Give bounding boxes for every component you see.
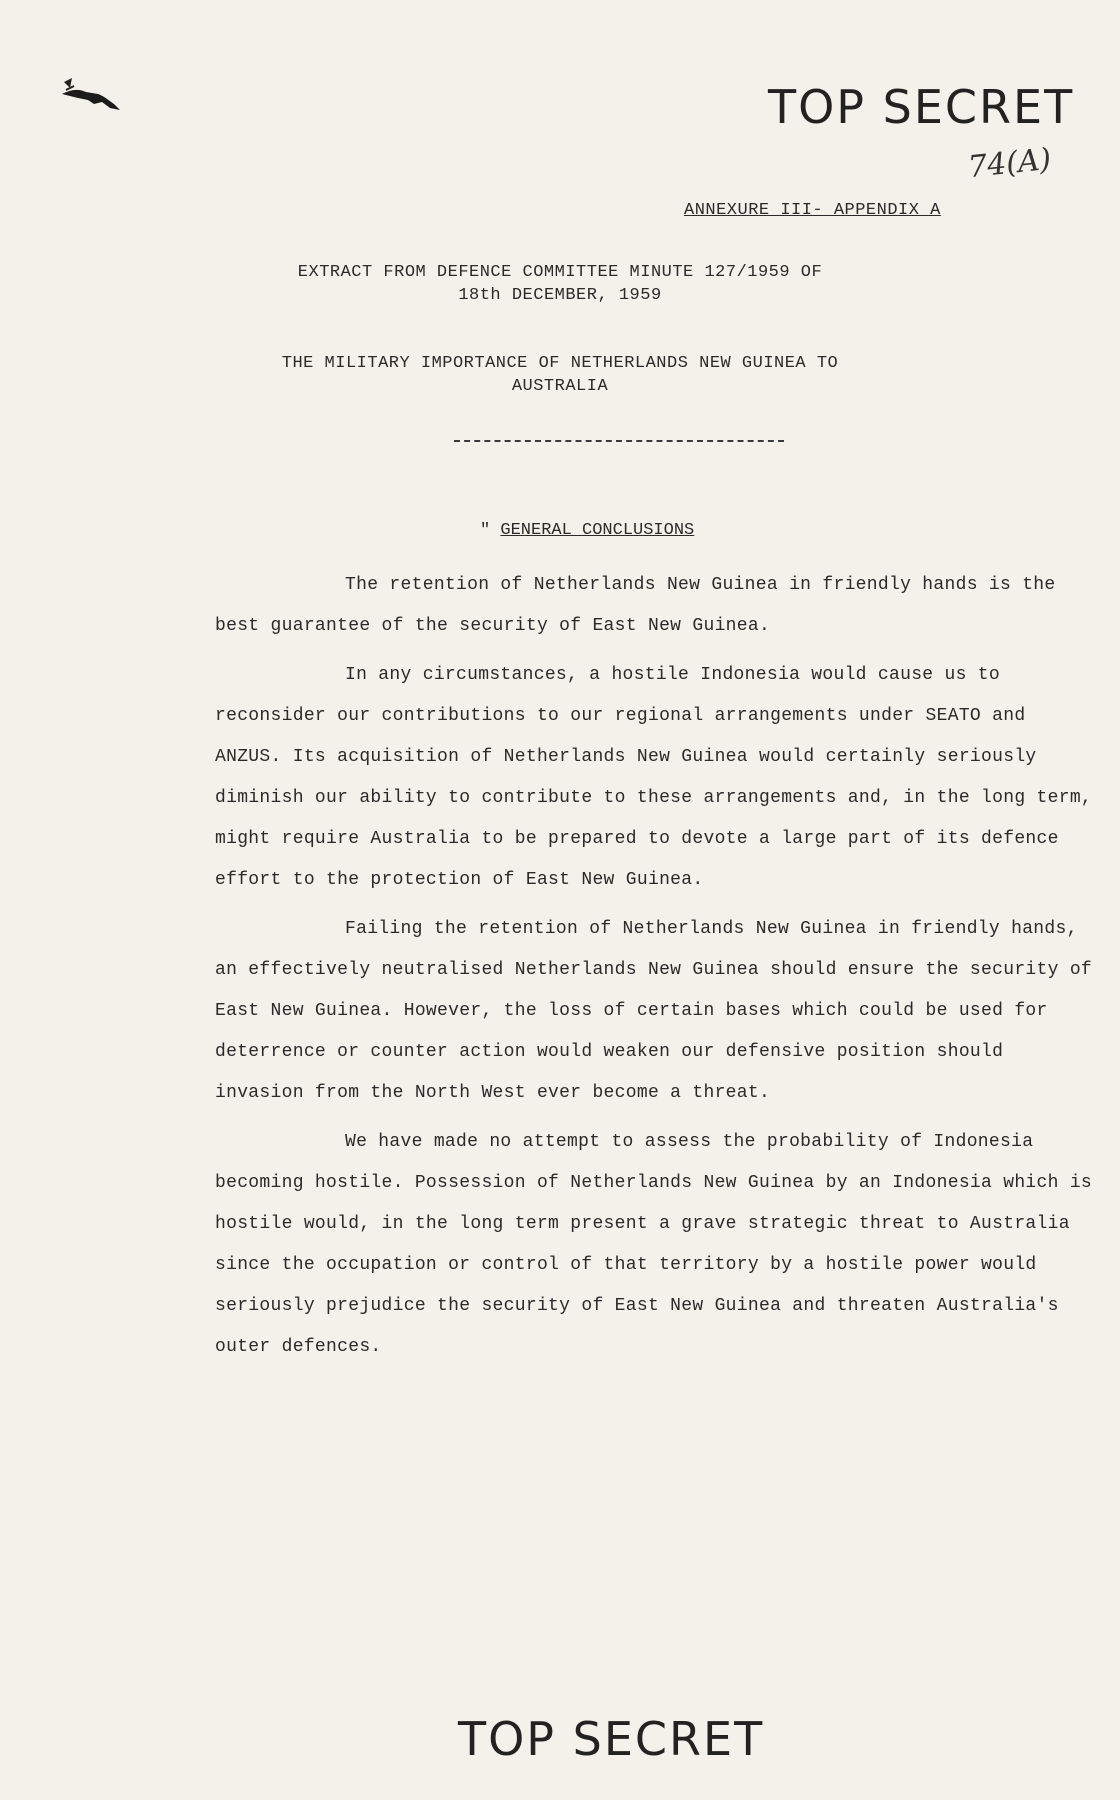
quote-mark: " [480, 521, 491, 540]
paragraph-4: We have made no attempt to assess the probability of Indonesia becoming hostile. Possession of Netherlands New Guinea by an Indonesia which is hostile would, in the long term present a grave strategic threat to Australia since the occupation or control of that territory by a hostile power would seriously prejudice the security of East New Guinea and threaten Australia's outer defences. [215, 1132, 1093, 1357]
top-classification: TOP SECRET [768, 80, 1075, 134]
subject-title-line-2: AUSTRALIA [511, 377, 609, 396]
section-heading-text: GENERAL CONCLUSIONS [500, 521, 695, 540]
paragraph-2: In any circumstances, a hostile Indonesia would cause us to reconsider our contributions to our regional arrangements under SEATO and ANZUS. Its acquisition of Netherlands New Guinea would certainly seriously diminish our ability to contribute to these arrangements and, in the long term, might require Australia to be prepared to devote a large part of its defence effort to the protection of East New Guinea. [215, 665, 1093, 890]
ink-mark-icon [58, 74, 138, 124]
extract-title-line-1: EXTRACT FROM DEFENCE COMMITTEE MINUTE 127/1959 OF [297, 263, 823, 282]
paragraph-3: Failing the retention of Netherlands New Guinea in friendly hands, an effectively neutralised Netherlands New Guinea should ensure the security of East New Guinea. However, the loss of certain bases which could be used for deterrence or counter action would weaken our defensive position should invasion from the North West ever become a threat. [215, 919, 1093, 1103]
extract-title-line-2: 18th DECEMBER, 1959 [458, 286, 662, 305]
subject-title [40, 352, 1080, 398]
paragraph-1: The retention of Netherlands New Guinea in friendly hands is the best guarantee of the security of East New Guinea. [215, 575, 1056, 636]
handwritten-annotation: 74(A) [966, 141, 1053, 186]
bottom-classification: TOP SECRET [458, 1712, 765, 1766]
extract-title [40, 261, 1080, 307]
divider-rule [454, 440, 784, 442]
annexure-label: ANNEXURE III- APPENDIX A [684, 201, 941, 220]
body-text [215, 565, 1095, 1376]
section-heading [480, 521, 694, 540]
subject-title-line-1: THE MILITARY IMPORTANCE OF NETHERLANDS NEW GUINEA TO [281, 354, 839, 373]
